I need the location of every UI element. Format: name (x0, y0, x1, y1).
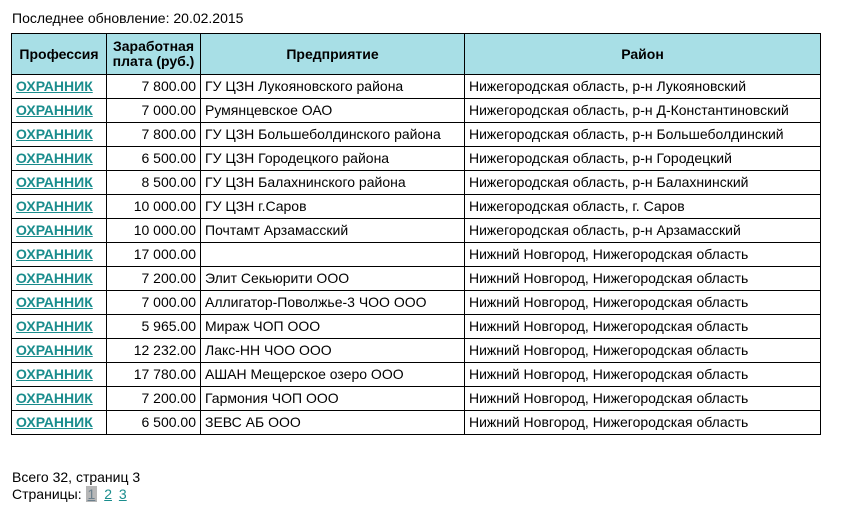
header-profession: Профессия (12, 34, 107, 75)
profession-link[interactable]: ОХРАННИК (16, 366, 93, 382)
header-salary-line1: Заработная (112, 38, 194, 54)
salary-cell: 7 000.00 (107, 99, 201, 123)
profession-link[interactable]: ОХРАННИК (16, 174, 93, 190)
enterprise-cell: Аллигатор-Поволжье-3 ЧОО ООО (201, 291, 465, 315)
salary-cell: 5 965.00 (107, 315, 201, 339)
table-row (12, 171, 821, 195)
profession-link[interactable]: ОХРАННИК (16, 78, 93, 94)
district-cell: Нижний Новгород, Нижегородская область (465, 411, 821, 435)
profession-link[interactable]: ОХРАННИК (16, 294, 93, 310)
profession-link[interactable]: ОХРАННИК (16, 246, 93, 262)
salary-cell: 17 780.00 (107, 363, 201, 387)
page-link-3[interactable]: 3 (118, 486, 127, 502)
table-row (12, 75, 821, 99)
salary-cell: 8 500.00 (107, 171, 201, 195)
profession-cell (12, 147, 107, 171)
profession-cell (12, 123, 107, 147)
profession-link[interactable]: ОХРАННИК (16, 318, 93, 334)
table-row (12, 267, 821, 291)
table-row (12, 219, 821, 243)
table-row (12, 195, 821, 219)
table-row (12, 339, 821, 363)
salary-cell: 6 500.00 (107, 411, 201, 435)
district-cell: Нижегородская область, р-н Д-Константиновский (465, 99, 821, 123)
profession-cell (12, 315, 107, 339)
profession-link[interactable]: ОХРАННИК (16, 342, 93, 358)
district-cell: Нижегородская область, г. Саров (465, 195, 821, 219)
page-link-2[interactable]: 2 (104, 486, 112, 502)
page-link-1[interactable]: 1 (87, 486, 96, 502)
district-cell: Нижегородская область, р-н Городецкий (465, 147, 821, 171)
table-row (12, 123, 821, 147)
salary-cell: 7 200.00 (107, 387, 201, 411)
vacancies-table (11, 33, 821, 435)
profession-link[interactable]: ОХРАННИК (16, 414, 93, 430)
profession-cell (12, 363, 107, 387)
profession-cell (12, 195, 107, 219)
profession-cell (12, 387, 107, 411)
district-cell: Нижний Новгород, Нижегородская область (465, 243, 821, 267)
salary-cell: 7 000.00 (107, 291, 201, 315)
enterprise-cell: Румянцевское ОАО (201, 99, 465, 123)
table-header-row (12, 34, 821, 75)
enterprise-cell: АШАН Мещерское озеро ООО (201, 363, 465, 387)
table-row (12, 315, 821, 339)
last-update-text: Последнее обновление: 20.02.2015 (12, 10, 244, 26)
header-enterprise: Предприятие (201, 34, 465, 75)
enterprise-cell: Почтамт Арзамасский (201, 219, 465, 243)
enterprise-cell: Гармония ЧОП ООО (201, 387, 465, 411)
table-row (12, 411, 821, 435)
district-cell: Нижний Новгород, Нижегородская область (465, 387, 821, 411)
table-row (12, 387, 821, 411)
header-salary (107, 34, 201, 75)
table-row (12, 243, 821, 267)
pages-label: Страницы: (12, 486, 82, 502)
enterprise-cell: Лакс-НН ЧОО ООО (201, 339, 465, 363)
district-cell: Нижний Новгород, Нижегородская область (465, 267, 821, 291)
salary-cell: 12 232.00 (107, 339, 201, 363)
table-row (12, 291, 821, 315)
district-cell: Нижний Новгород, Нижегородская область (465, 315, 821, 339)
profession-link[interactable]: ОХРАННИК (16, 270, 93, 286)
salary-cell: 6 500.00 (107, 147, 201, 171)
profession-cell (12, 99, 107, 123)
profession-link[interactable]: ОХРАННИК (16, 390, 93, 406)
enterprise-cell: Элит Секьюрити ООО (201, 267, 465, 291)
profession-cell (12, 219, 107, 243)
enterprise-cell: ГУ ЦЗН Городецкого района (201, 147, 465, 171)
district-cell: Нижегородская область, р-н Лукояновский (465, 75, 821, 99)
profession-link[interactable]: ОХРАННИК (16, 222, 93, 238)
district-cell: Нижегородская область, р-н Большеболдинский (465, 123, 821, 147)
total-count-text: Всего 32, страниц 3 (12, 469, 141, 485)
profession-cell (12, 75, 107, 99)
district-cell: Нижегородская область, р-н Балахнинский (465, 171, 821, 195)
table-row (12, 99, 821, 123)
profession-link[interactable]: ОХРАННИК (16, 102, 93, 118)
header-salary-line2: плата (руб.) (112, 53, 195, 69)
salary-cell: 7 800.00 (107, 123, 201, 147)
district-cell: Нижний Новгород, Нижегородская область (465, 339, 821, 363)
enterprise-cell: ГУ ЦЗН г.Саров (201, 195, 465, 219)
profession-cell (12, 267, 107, 291)
profession-cell (12, 171, 107, 195)
profession-cell (12, 243, 107, 267)
profession-cell (12, 411, 107, 435)
pagination-footer (12, 469, 140, 503)
salary-cell: 10 000.00 (107, 219, 201, 243)
pager (12, 486, 140, 503)
district-cell: Нижний Новгород, Нижегородская область (465, 363, 821, 387)
district-cell: Нижегородская область, р-н Арзамасский (465, 219, 821, 243)
profession-link[interactable]: ОХРАННИК (16, 198, 93, 214)
salary-cell: 7 200.00 (107, 267, 201, 291)
salary-cell: 10 000.00 (107, 195, 201, 219)
header-district: Район (465, 34, 821, 75)
enterprise-cell: ГУ ЦЗН Лукояновского района (201, 75, 465, 99)
profession-cell (12, 291, 107, 315)
enterprise-cell: ГУ ЦЗН Большеболдинского района (201, 123, 465, 147)
enterprise-cell: Мираж ЧОП ООО (201, 315, 465, 339)
enterprise-cell (201, 243, 465, 267)
enterprise-cell: ЗЕВС АБ ООО (201, 411, 465, 435)
profession-cell (12, 339, 107, 363)
profession-link[interactable]: ОХРАННИК (16, 126, 93, 142)
table-row (12, 147, 821, 171)
salary-cell: 17 000.00 (107, 243, 201, 267)
salary-cell: 7 800.00 (107, 75, 201, 99)
enterprise-cell: ГУ ЦЗН Балахнинского района (201, 171, 465, 195)
table-row (12, 363, 821, 387)
district-cell: Нижний Новгород, Нижегородская область (465, 291, 821, 315)
profession-link[interactable]: ОХРАННИК (16, 150, 93, 166)
